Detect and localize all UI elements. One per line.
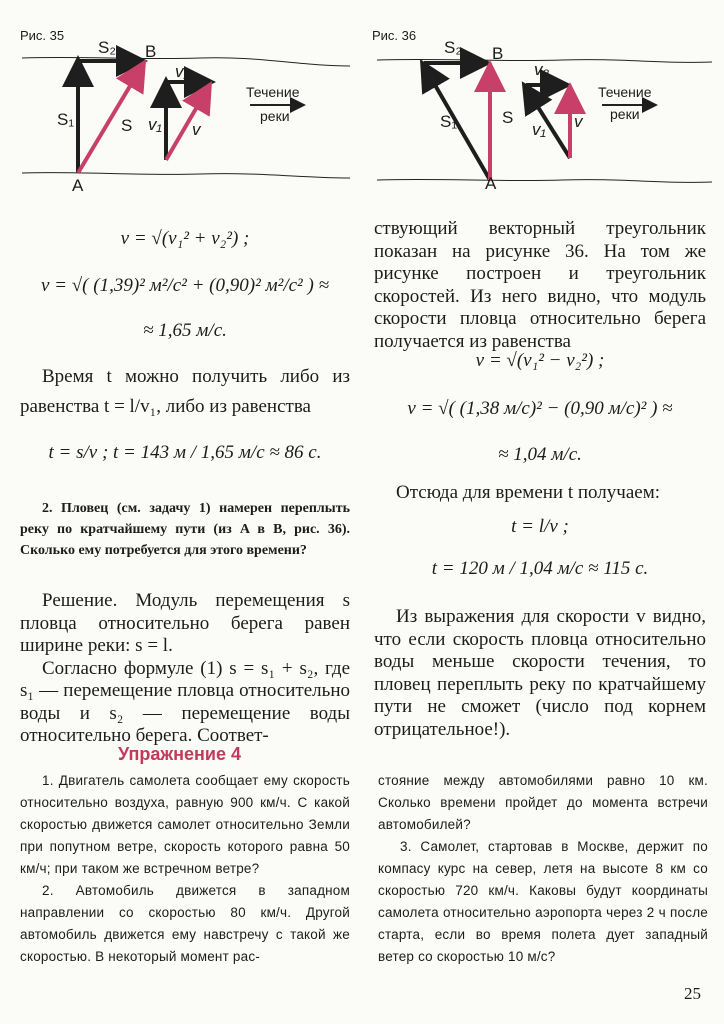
right-paragraph-1: ствующий векторный треугольник показан на рисунке 36. На том же рисунке построен и треугольник скоростей. Из него видно, что модуль скорости пловца относительно берега получается из равенства xyxy=(374,218,706,352)
formula-v-right-numeric: v = √( (1,38 м/с)² − (0,90 м/с)² ) ≈ xyxy=(407,398,673,419)
exercise-left xyxy=(20,770,350,968)
current-label-2: реки xyxy=(610,106,640,122)
current-label-2: реки xyxy=(260,108,290,124)
current-label-1: Течение xyxy=(246,84,300,100)
exercise-title: Упражнение 4 xyxy=(118,744,241,764)
label-b: B xyxy=(492,44,504,63)
solution-paragraph-1: Решение. Модуль перемещения s пловца относительно берега равен ширине реки: s = l. xyxy=(20,590,350,656)
label-s: S xyxy=(121,116,133,135)
river-bank-bottom xyxy=(377,179,712,182)
formula-v-numeric: v = √( (1,39)² м²/с² + (0,90)² м²/с² ) ≈ xyxy=(41,275,329,296)
fig35-diagram xyxy=(0,30,362,200)
label-a: A xyxy=(485,174,497,193)
task-2: 2. Пловец (см. задачу 1) намерен переплыть реку по кратчайшему пути (из A в B, рис. 36). Сколько ему потребуется для этого времени? xyxy=(20,501,350,558)
formula-t: t = s/v ; t = 143 м / 1,65 м/с ≈ 86 с. xyxy=(48,442,322,463)
label-v: v xyxy=(574,112,583,131)
formula-v-right-result: ≈ 1,04 м/с. xyxy=(498,444,582,465)
exercise-3: 3. Самолет, стартовав в Москве, держит по компасу курс на север, летя на высоте 8 км со скоростью 720 км/ч. Каковы будут координаты самолета относительно аэропорта через 2 ч после старта, если во время полета дует западный ветер со скоростью 10 м/с? xyxy=(378,839,708,964)
label-s1: S₁ xyxy=(57,110,75,129)
label-v: v xyxy=(192,120,201,139)
label-s: S xyxy=(502,108,514,127)
exercise-2-continued: стояние между автомобилями равно 10 км. Сколько времени пройдет до момента встречи автомобилей? xyxy=(378,773,708,832)
solution-text xyxy=(20,590,350,748)
label-v2: v₂ xyxy=(175,62,190,81)
formula-v: v = √(v₁² + v₂²) ; xyxy=(120,228,250,249)
fig36-diagram xyxy=(362,30,724,200)
label-b: B xyxy=(145,42,157,61)
exercise-2: 2. Автомобиль движется в западном направлении со скоростью 80 км/ч. Другой автомобиль движется ему навстречу с такой же скоростью. В некоторый момент рас- xyxy=(20,883,350,964)
formula-t-right-numeric: t = 120 м / 1,04 м/с ≈ 115 с. xyxy=(431,558,649,579)
label-v2: v₂ xyxy=(534,60,549,79)
label-v1: v₁ xyxy=(532,120,546,139)
fig35-caption: Рис. 35 xyxy=(20,28,65,43)
formula-v-right: v = √(v₁² − v₂²) ; xyxy=(475,350,605,371)
paragraph-time: Время t можно получить либо из равенства t = l/v₁, либо из равенства xyxy=(20,366,350,417)
exercise-right xyxy=(378,770,708,968)
label-s2: S₂ xyxy=(98,38,116,57)
formula-t-right: t = l/v ; xyxy=(511,516,569,537)
right-paragraph-3: Из выражения для скорости v видно, что если скорость пловца относительно воды меньше скорости течения, то пловец переплыть реку по кратчайшему пути не сможет (число под корнем отрицательное!). xyxy=(374,606,706,740)
right-paragraph-2: Отсюда для времени t получаем: xyxy=(396,482,661,503)
vector-v xyxy=(166,88,208,160)
solution-paragraph-2: Согласно формуле (1) s = s₁ + s₂, где s₁ — перемещение пловца относительно воды и s₂ — перемещение воды относительно берега. Соответ- xyxy=(20,657,350,746)
formula-v-result: ≈ 1,65 м/с. xyxy=(143,320,227,341)
current-label-1: Течение xyxy=(598,84,652,100)
label-s2: S₂ xyxy=(444,38,462,57)
page-number: 25 xyxy=(684,984,701,1003)
label-a: A xyxy=(72,176,84,195)
label-s1: S₁ xyxy=(440,112,458,131)
exercise-1: 1. Двигатель самолета сообщает ему скорость относительно воздуха, равную 900 км/ч. С какой скоростью движется самолет относительно Земли при попутном ветре, скорость которого равна 50 км/ч; при таком же встречном ветре? xyxy=(20,773,350,876)
fig36-caption: Рис. 36 xyxy=(372,28,417,43)
vector-s xyxy=(78,66,142,173)
label-v1: v₁ xyxy=(148,115,162,134)
